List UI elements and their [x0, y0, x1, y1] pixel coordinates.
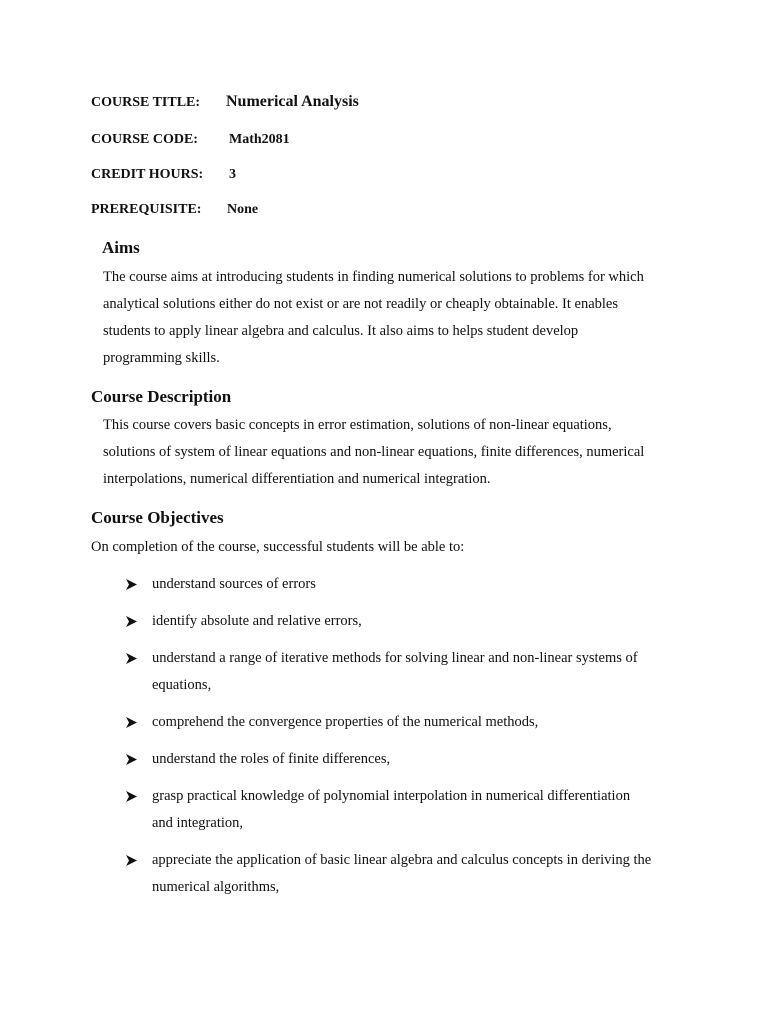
- aims-line: programming skills.: [103, 350, 220, 366]
- objective-text: [152, 746, 390, 773]
- objective-line: and integration,: [152, 815, 244, 831]
- description-line: solutions of system of linear equations and non-linear equations, finite differences, numerical: [103, 444, 645, 460]
- description-heading: Course Description: [91, 387, 232, 406]
- objective-line: grasp practical knowledge of polynomial interpolation in numerical differentiation: [152, 788, 631, 804]
- course-code-row: [91, 132, 290, 148]
- objective-line: understand a range of iterative methods for solving linear and non-linear systems of: [152, 650, 638, 666]
- objective-text: [152, 571, 316, 598]
- prerequisite-row: [91, 202, 259, 218]
- course-title-value: Numerical Analysis: [226, 93, 359, 110]
- objective-line: appreciate the application of basic linear algebra and calculus concepts in deriving the: [152, 852, 652, 868]
- course-code-value: Math2081: [229, 132, 290, 147]
- aims-heading: Aims: [102, 238, 140, 257]
- objectives-heading: Course Objectives: [91, 508, 224, 527]
- description-paragraph: [103, 412, 683, 493]
- credit-hours-label: CREDIT HOURS:: [91, 167, 204, 182]
- prerequisite-value: None: [227, 202, 259, 217]
- credit-hours-row: [91, 167, 236, 183]
- credit-hours-value: 3: [229, 167, 236, 182]
- prerequisite-label: PREREQUISITE:: [91, 202, 202, 217]
- aims-line: The course aims at introducing students in finding numerical solutions to problems for which: [103, 269, 644, 285]
- aims-line: students to apply linear algebra and calculus. It also aims to helps student develop: [103, 323, 579, 339]
- objective-text: [152, 783, 630, 837]
- arrowhead-bullet-icon: [126, 571, 140, 598]
- arrowhead-bullet-icon: [126, 608, 140, 635]
- course-code-label: COURSE CODE:: [91, 132, 198, 147]
- description-line: This course covers basic concepts in error estimation, solutions of non-linear equations,: [103, 417, 612, 433]
- objective-line: equations,: [152, 677, 212, 693]
- objective-line: comprehend the convergence properties of the numerical methods,: [152, 714, 539, 730]
- course-title-row: [91, 93, 359, 111]
- description-line: interpolations, numerical differentiation and numerical integration.: [103, 471, 491, 487]
- course-title-label: COURSE TITLE:: [91, 95, 201, 110]
- objective-text: [152, 608, 362, 635]
- arrowhead-bullet-icon: [126, 709, 140, 736]
- objective-text: [152, 847, 651, 901]
- arrowhead-bullet-icon: [126, 783, 140, 810]
- objective-line: numerical algorithms,: [152, 879, 280, 895]
- objectives-intro: On completion of the course, successful students will be able to:: [91, 539, 465, 555]
- objective-line: understand sources of errors: [152, 576, 316, 592]
- arrowhead-bullet-icon: [126, 645, 140, 672]
- objective-line: understand the roles of finite differences,: [152, 751, 391, 767]
- arrowhead-bullet-icon: [126, 847, 140, 874]
- arrowhead-bullet-icon: [126, 746, 140, 773]
- objective-text: [152, 709, 538, 736]
- aims-paragraph: [103, 264, 683, 372]
- objective-text: [152, 645, 638, 699]
- aims-line: analytical solutions either do not exist or are not readily or cheaply obtainable. It enables: [103, 296, 618, 312]
- objective-line: identify absolute and relative errors,: [152, 613, 362, 629]
